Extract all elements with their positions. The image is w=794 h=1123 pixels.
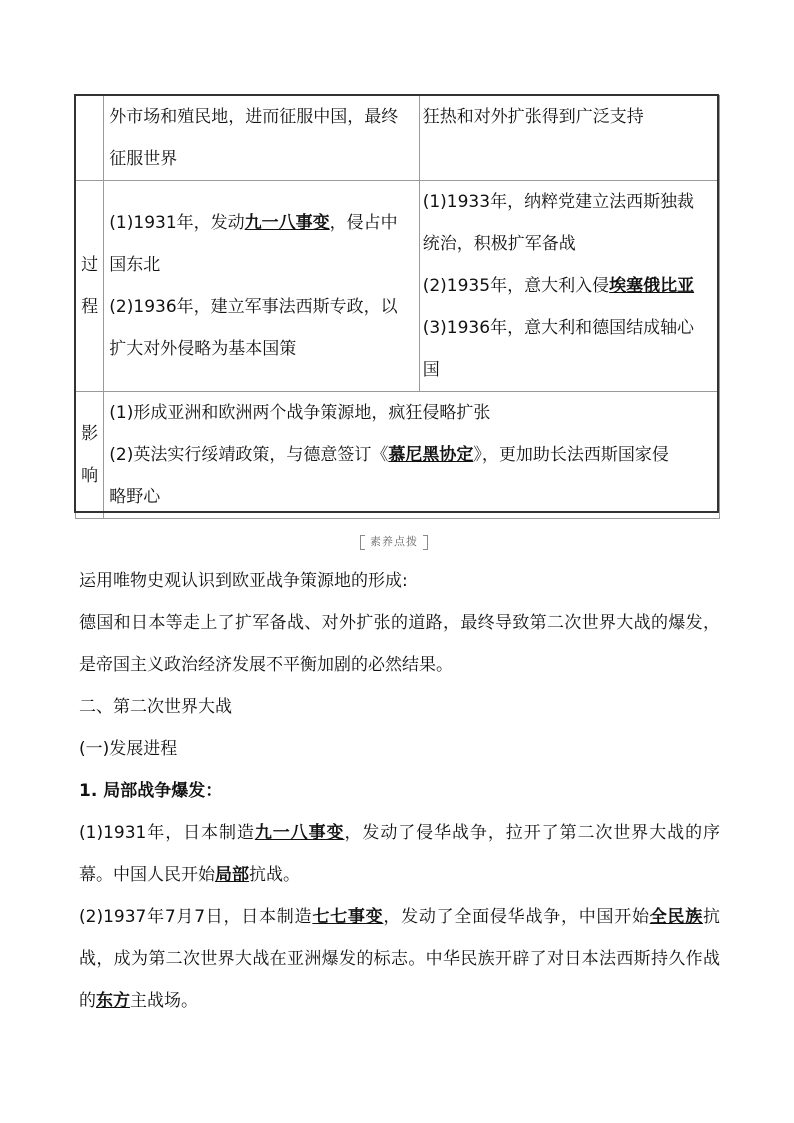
row-label-char: 过 — [81, 255, 99, 275]
row-label-char: 程 — [81, 297, 99, 317]
text-run: ，发动了全面侵华战争，中国开始 — [383, 907, 650, 927]
cell-text-line: 狂热和对外扩张得到广泛支持 — [422, 107, 644, 127]
section-badge: 素养点拨 — [358, 533, 430, 551]
text-run: 主战场。 — [130, 991, 198, 1011]
paragraph: 运用唯物史观认识到欧亚战争策源地的形成: — [79, 571, 408, 591]
paragraph — [79, 812, 720, 896]
cell-impact — [104, 392, 720, 519]
cell-europe-process — [419, 181, 719, 392]
key-term: 九一八事变 — [244, 213, 330, 233]
row-label-char: 影 — [81, 424, 99, 444]
section-heading: 二、第二次世界大战 — [79, 697, 232, 717]
key-term: 局部 — [215, 865, 249, 885]
paragraph — [79, 896, 720, 1022]
text-run: ，发动了侵华战争，拉开了第二次世界大战的序幕。中国人民开始 — [79, 823, 720, 885]
cell-text-line: 外市场和殖民地，进而征服中国，最终 — [109, 107, 399, 127]
row-label-impact — [76, 392, 104, 519]
row-label-process — [76, 181, 104, 392]
key-term: 九一八事变 — [254, 823, 345, 843]
key-term: 东方 — [96, 991, 130, 1011]
key-term: 埃塞俄比亚 — [609, 276, 695, 296]
cell-text: ，侵占中 — [329, 213, 398, 233]
cell-japan-process — [104, 181, 419, 392]
cell-text: 统治，积极扩军备战 — [422, 234, 576, 254]
key-term: 慕尼黑协定 — [388, 445, 474, 465]
cell-text: (1)1931年，发动 — [109, 213, 245, 233]
subsection-heading: (一)发展进程 — [79, 739, 178, 759]
cell-japan-background — [104, 96, 419, 181]
text-run: 抗战。 — [249, 865, 300, 885]
table-row-impact — [76, 392, 720, 519]
cell-text: (2)1935年，意大利入侵 — [422, 276, 610, 296]
comparison-table — [75, 95, 720, 519]
paragraph: 德国和日本等走上了扩军备战、对外扩张的道路，最终导致第二次世界大战的爆发，是帝国主义政治经济发展不平衡加剧的必然结果。 — [79, 613, 720, 675]
cell-text: (3)1936年，意大利和德国结成轴心 — [422, 318, 695, 338]
cell-text: 扩大对外侵略为基本国策 — [109, 339, 297, 359]
key-term: 全民族 — [649, 907, 704, 927]
cell-text: (2)英法实行绥靖政策，与德意签订《 — [109, 445, 389, 465]
text-run: (1)1931年，日本制造 — [79, 823, 255, 843]
cell-europe-background — [419, 96, 719, 181]
table-row-process — [76, 181, 720, 392]
body-text — [79, 560, 720, 1022]
cell-text: 》，更加助长法西斯国家侵 — [473, 445, 669, 465]
cell-text: 国 — [422, 360, 440, 380]
row-label-empty — [76, 96, 104, 181]
table-row-background — [76, 96, 720, 181]
key-term: 七七事变 — [312, 907, 384, 927]
topic-heading: 1. 局部战争爆发： — [79, 781, 223, 801]
row-label-char: 响 — [81, 466, 99, 486]
cell-text-line: 征服世界 — [109, 149, 178, 169]
cell-text: (2)1936年，建立军事法西斯专政，以 — [109, 297, 398, 317]
text-run: (2)1937年7月7日，日本制造 — [79, 907, 313, 927]
cell-text: (1)1933年，纳粹党建立法西斯独裁 — [422, 192, 695, 212]
cell-text: 国东北 — [109, 255, 161, 275]
cell-text: (1)形成亚洲和欧洲两个战争策源地，疯狂侵略扩张 — [109, 403, 491, 423]
text-run: 抗战，成为第二次世界大战在亚洲爆发的标志。中华民族开辟了对日本法西斯持久作战的 — [79, 907, 721, 1011]
cell-text: 略野心 — [109, 487, 161, 507]
